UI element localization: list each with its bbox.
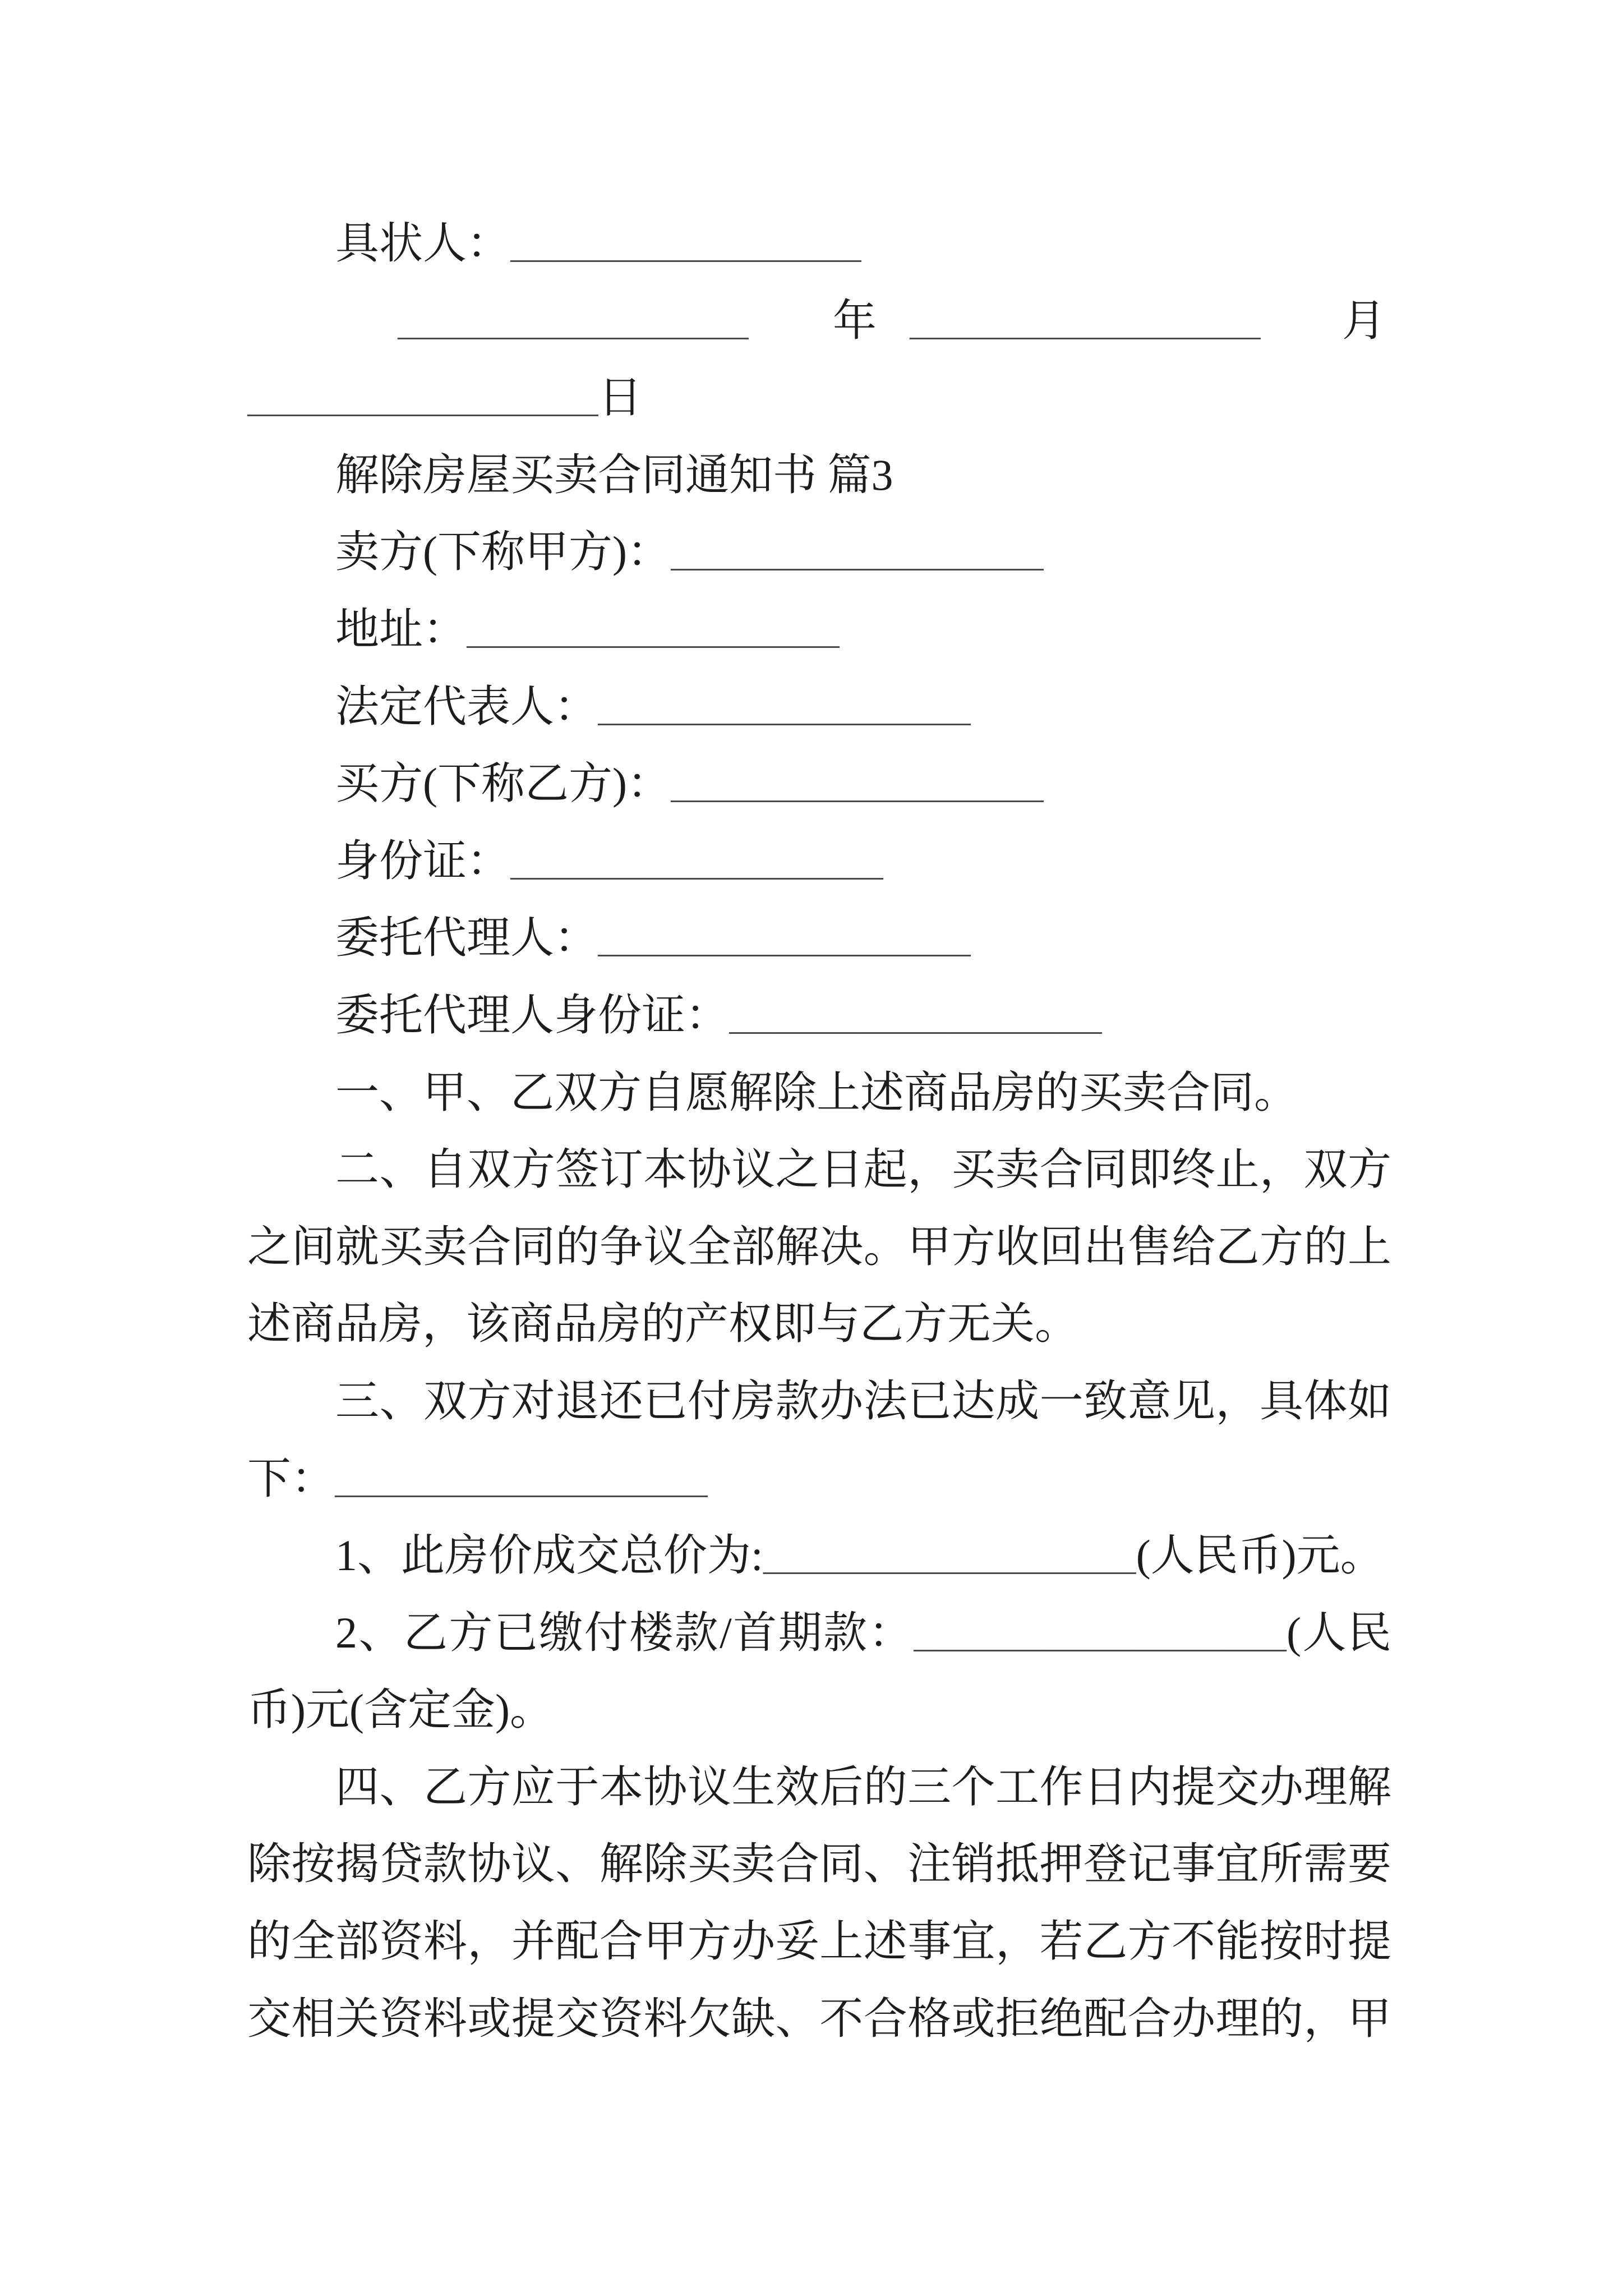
party-blank: _________________ xyxy=(510,845,884,887)
party-buyer xyxy=(247,745,1391,822)
clause-2-line: 之间就买卖合同的争议全部解决。甲方收回出售给乙方的上 xyxy=(247,1222,1391,1271)
party-agent-id-card xyxy=(247,977,1391,1054)
party-agent xyxy=(247,899,1391,977)
signature-blank: ________________ xyxy=(510,228,861,269)
clause-3-tail-label: 下： xyxy=(247,1453,335,1503)
item-1-suffix: (人民币)元。 xyxy=(1136,1531,1384,1580)
item-2-paid-amount xyxy=(247,1594,1391,1672)
year-blank: ________________ xyxy=(398,305,749,347)
clause-4-line: 的全部资料，并配合甲方办妥上述事宜，若乙方不能按时提 xyxy=(247,1917,1391,1966)
section-title: 解除房屋买卖合同通知书 篇3 xyxy=(335,450,893,499)
party-blank: _________________ xyxy=(670,536,1044,578)
clause-2-line: 二、自双方签订本协议之日起，买卖合同即终止，双方 xyxy=(335,1145,1391,1194)
party-label: 委托代理人身份证： xyxy=(335,990,730,1039)
clause-4-line: 四、乙方应于本协议生效后的三个工作日内提交办理解 xyxy=(335,1762,1391,1811)
item-2-blank: _________________ xyxy=(914,1617,1287,1659)
item-2-label: 2、乙方已缴付楼款/首期款： xyxy=(335,1608,914,1657)
clause-3-line: 三、双方对退还已付房款办法已达成一致意见，具体如 xyxy=(335,1376,1391,1425)
party-seller xyxy=(247,513,1391,591)
month-label: 月 xyxy=(1341,296,1386,345)
item-1-total-price xyxy=(247,1517,1391,1594)
party-blank: _________________ xyxy=(467,613,840,655)
party-legal-representative xyxy=(247,668,1391,746)
date-line-year-month xyxy=(247,282,1391,360)
item-1-blank: _________________ xyxy=(763,1540,1136,1582)
year-label: 年 xyxy=(832,296,877,345)
day-label: 日 xyxy=(598,373,642,422)
party-label: 委托代理人： xyxy=(335,913,598,963)
signature-line xyxy=(247,205,1391,282)
clause-4-line: 除按揭贷款协议、解除买卖合同、注销抵押登记事宜所需要 xyxy=(247,1839,1391,1889)
item-2-suffix: (人民 xyxy=(1287,1608,1391,1657)
party-blank: _________________ xyxy=(670,768,1044,810)
document-body xyxy=(247,205,1391,2057)
clause-4-line: 交相关资料或提交资料欠缺、不合格或拒绝配合办理的，甲 xyxy=(247,1994,1391,2043)
clause-2-line: 述商品房，该商品房的产权即与乙方无关。 xyxy=(247,1299,1079,1349)
party-label: 法定代表人： xyxy=(335,682,598,731)
party-blank: _________________ xyxy=(598,691,971,733)
item-2-continuation: 币)元(含定金)。 xyxy=(247,1685,554,1734)
clause-3-blank: _________________ xyxy=(335,1462,708,1504)
date-line-day xyxy=(247,359,1391,436)
party-blank: _________________ xyxy=(598,922,971,964)
item-1-label: 1、此房价成交总价为: xyxy=(335,1531,763,1580)
day-blank: ________________ xyxy=(247,382,598,424)
clause-1: 一、甲、乙双方自愿解除上述商品房的买卖合同。 xyxy=(335,1068,1298,1117)
signature-label: 具状人： xyxy=(335,219,511,268)
month-blank: ________________ xyxy=(909,305,1261,347)
party-label: 卖方(下称甲方)： xyxy=(335,527,671,577)
clause-3-tail xyxy=(247,1440,1391,1517)
party-id-card xyxy=(247,822,1391,900)
party-address xyxy=(247,591,1391,668)
party-label: 买方(下称乙方)： xyxy=(335,759,671,808)
party-label: 地址： xyxy=(335,604,467,654)
party-label: 身份证： xyxy=(335,836,511,885)
party-blank: _________________ xyxy=(729,999,1103,1041)
